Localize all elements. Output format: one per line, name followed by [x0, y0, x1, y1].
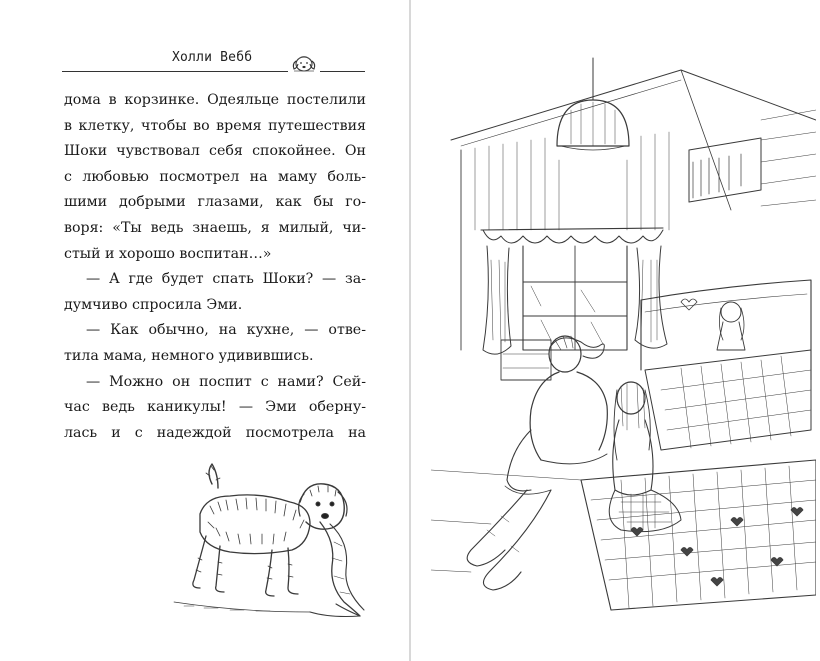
text-line: — А где будет спать Шоки? — за- [86, 271, 366, 288]
text-line: — Как обычно, на кухне, — отве- [86, 322, 366, 339]
dog-illustration [160, 462, 370, 622]
header-rule-right [320, 71, 365, 72]
bedroom-illustration [431, 50, 816, 615]
header-rule-left [62, 71, 288, 72]
text-line: с любовью посмотрел на маму боль- [64, 168, 366, 185]
left-page [0, 0, 409, 661]
text-line: час ведь каникулы! — Эми оберну- [64, 399, 366, 416]
text-line: дома в корзинке. Одеяльце постелили [64, 92, 366, 108]
text-line: в клетку, чтобы во время путешествия [64, 117, 366, 134]
right-page [411, 0, 820, 661]
text-line: воря: «Ты ведь знаешь, я милый, чи- [64, 219, 366, 236]
text-line: стый и хорошо воспитан…» [64, 245, 272, 262]
text-line: шими добрыми глазами, как бы го- [64, 194, 366, 211]
author-name: Холли Вебб [172, 50, 253, 65]
text-line: думчиво спросила Эми. [64, 296, 243, 313]
text-line: тила мама, немного удивившись. [64, 347, 314, 364]
puppy-head-icon [290, 52, 318, 74]
body-text [64, 88, 366, 446]
text-line: Шоки чувствовал себя спокойнее. Он [64, 143, 366, 160]
text-line: — Можно он поспит с нами? Сей- [86, 373, 366, 390]
text-line: лась и с надеждой посмотрела на [64, 424, 366, 441]
running-head [62, 50, 367, 76]
